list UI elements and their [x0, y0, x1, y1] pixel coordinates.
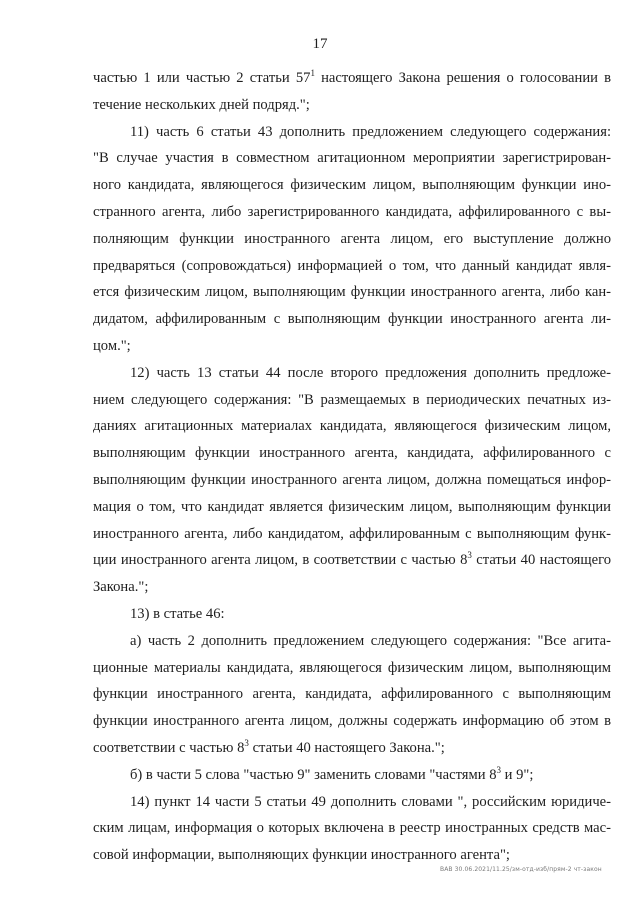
text-line: полняющим функции иностранного агента лицом, его выступление должно	[93, 230, 611, 247]
text-fragment: настоящего Закона решения о голосовании в	[314, 70, 611, 86]
paragraph-start-line: а) часть 2 дополнить предложением следующего содержания: "Все агита-	[130, 632, 611, 649]
text-line: выполняющим функции иностранного агента лицом, должна помещаться инфор-	[93, 471, 611, 488]
paragraph-start-line: 13) в статье 46:	[130, 605, 225, 622]
document-id-stamp: ВАВ 30.06.2021/11.25/зм-отд-изб/прям-2 чт-закон	[440, 866, 602, 873]
paragraph-start-line: 14) пункт 14 части 5 статьи 49 дополнить словами ", российским юридиче-	[130, 793, 611, 810]
text-line: странного агента, либо зарегистрированного кандидата, аффилированного с вы-	[93, 203, 611, 220]
superscript: 3	[244, 737, 249, 748]
text-line: нием следующего содержания: "В размещаемых в периодических печатных из-	[93, 391, 611, 408]
text-line: ционные материалы кандидата, являющегося физическим лицом, выполняющим	[93, 659, 611, 676]
page-number: 17	[312, 36, 328, 52]
text-line: функции иностранного агента лицом, должны содержать информацию об этом в	[93, 713, 611, 730]
text-fragment: статьи 40 настоящего	[471, 552, 611, 569]
text-line: функции иностранного агента, кандидата, аффилированного с выполняющим	[93, 686, 611, 703]
text-fragment: частью 1 или частью 2 статьи 57	[93, 70, 311, 86]
superscript: 3	[467, 550, 472, 561]
document-body	[93, 65, 611, 869]
superscript: 1	[310, 68, 315, 78]
text-fragment: б) в части 5 слова "частью 9" заменить словами "частями 8	[130, 766, 497, 783]
text-line: цом.";	[93, 337, 131, 354]
text-line: ного кандидата, являющегося физическим лицом, выполняющим функции ино-	[93, 177, 611, 194]
paragraph-start-line	[93, 762, 611, 789]
text-line: дидатом, аффилированным с выполняющим функции иностранного агента ли-	[93, 311, 611, 328]
superscript: 3	[496, 764, 501, 775]
text-line	[93, 547, 611, 574]
text-fragment: ции иностранного агента лицом, в соответствии с частью 8	[93, 552, 468, 569]
text-line: даниях агитационных материалах кандидата, являющегося физическим лицом,	[93, 418, 611, 435]
text-line	[93, 65, 611, 92]
text-line: Закона.";	[93, 579, 149, 596]
text-line: выполняющим функции иностранного агента, кандидата, аффилированного с	[93, 445, 611, 462]
paragraph-start-line: 11) часть 6 статьи 43 дополнить предложением следующего содержания:	[130, 123, 611, 140]
text-line	[93, 735, 611, 762]
paragraph-start-line: 12) часть 13 статьи 44 после второго предложения дополнить предложе-	[130, 364, 611, 381]
text-fragment: и 9";	[501, 766, 534, 783]
text-line: предваряться (сопровождаться) информацией о том, что данный кандидат явля-	[93, 257, 611, 274]
text-line: совой информации, выполняющих функции иностранного агента";	[93, 847, 510, 864]
text-fragment: соответствии с частью 8	[93, 739, 245, 756]
text-line: мация о том, что кандидат является физическим лицом, выполняющим функции	[93, 498, 611, 515]
text-line: иностранного агента, либо кандидатом, аффилированным с выполняющим функ-	[93, 525, 611, 542]
text-fragment: статьи 40 настоящего Закона.";	[248, 739, 445, 756]
text-line: течение нескольких дней подряд.";	[93, 96, 310, 113]
text-line: ется физическим лицом, выполняющим функции иностранного агента, либо кан-	[93, 284, 611, 301]
text-line: "В случае участия в совместном агитационном мероприятии зарегистрирован-	[93, 150, 611, 167]
text-line: ским лицам, информация о которых включена в реестр иностранных средств мас-	[93, 820, 611, 837]
